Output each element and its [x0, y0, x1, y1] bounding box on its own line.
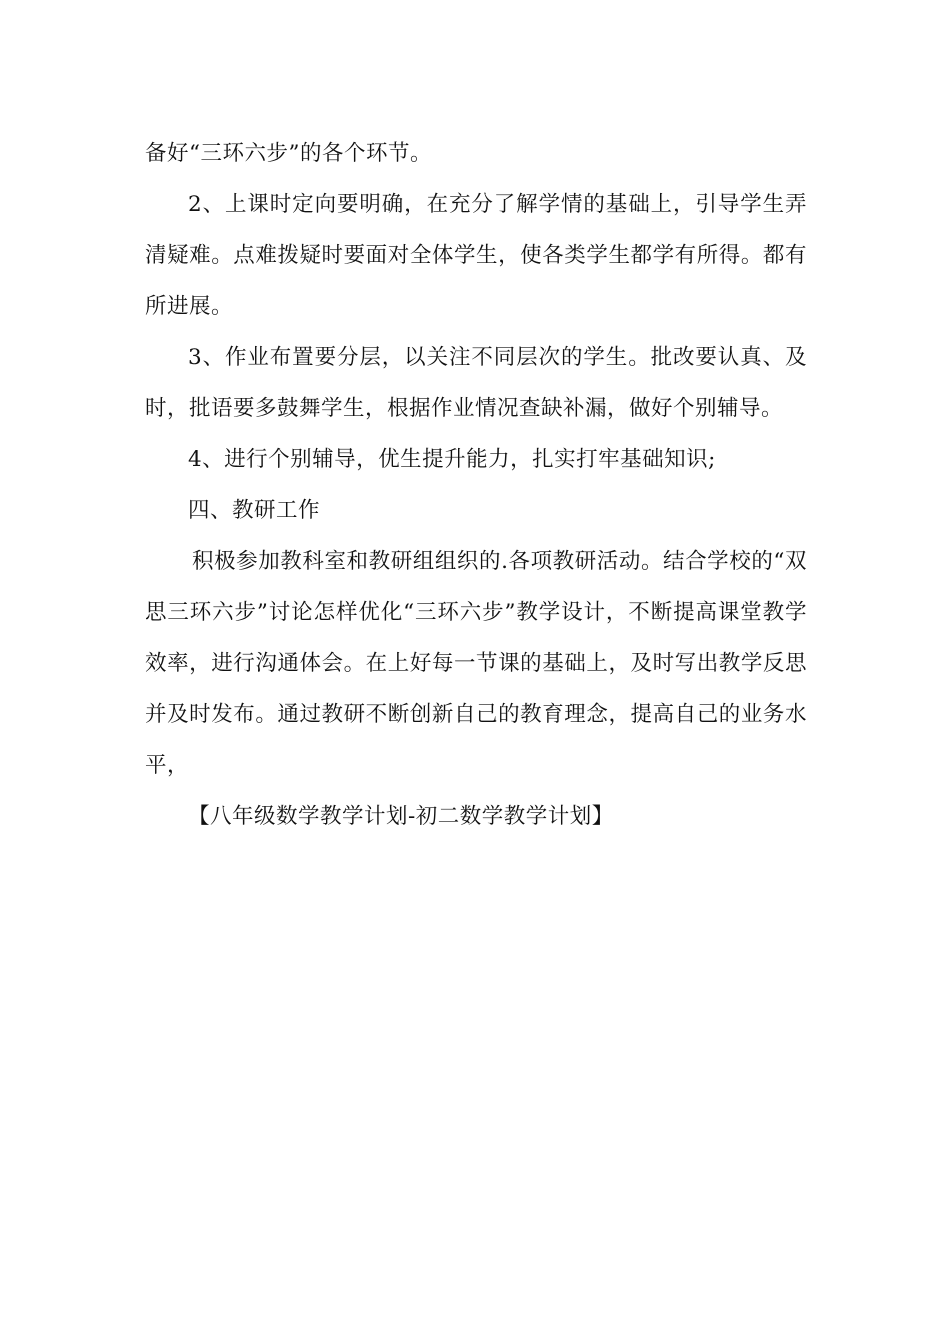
paragraph-item-3: 3、作业布置要分层，以关注不同层次的学生。批改要认真、及时，批语要多鼓舞学生，根据作业情况查缺补漏，做好个别辅导。: [145, 345, 807, 421]
document-body: [145, 128, 807, 842]
paragraph-continuation: 备好“三环六步”的各个环节。: [145, 141, 432, 166]
section-heading: 四、教研工作: [188, 498, 321, 523]
paragraph-item-2: 2、上课时定向要明确，在充分了解学情的基础上，引导学生弄清疑难。点难拨疑时要面对全体学生，使各类学生都学有所得。都有所进展。: [145, 192, 807, 319]
paragraph-item-4: 4、进行个别辅导，优生提升能力，扎实打牢基础知识;: [188, 447, 716, 472]
document-title-footer: 【八年级数学教学计划-初二数学教学计划】: [188, 804, 614, 829]
paragraph-research: 积极参加教科室和教研组组织的.各项教研活动。结合学校的“双思三环六步”讨论怎样优化“三环六步”教学设计，不断提高课堂教学效率，进行沟通体会。在上好每一节课的基础上，及时写出教学反思并及时发布。通过教研不断创新自己的教育理念，提高自己的业务水平，: [145, 549, 807, 778]
